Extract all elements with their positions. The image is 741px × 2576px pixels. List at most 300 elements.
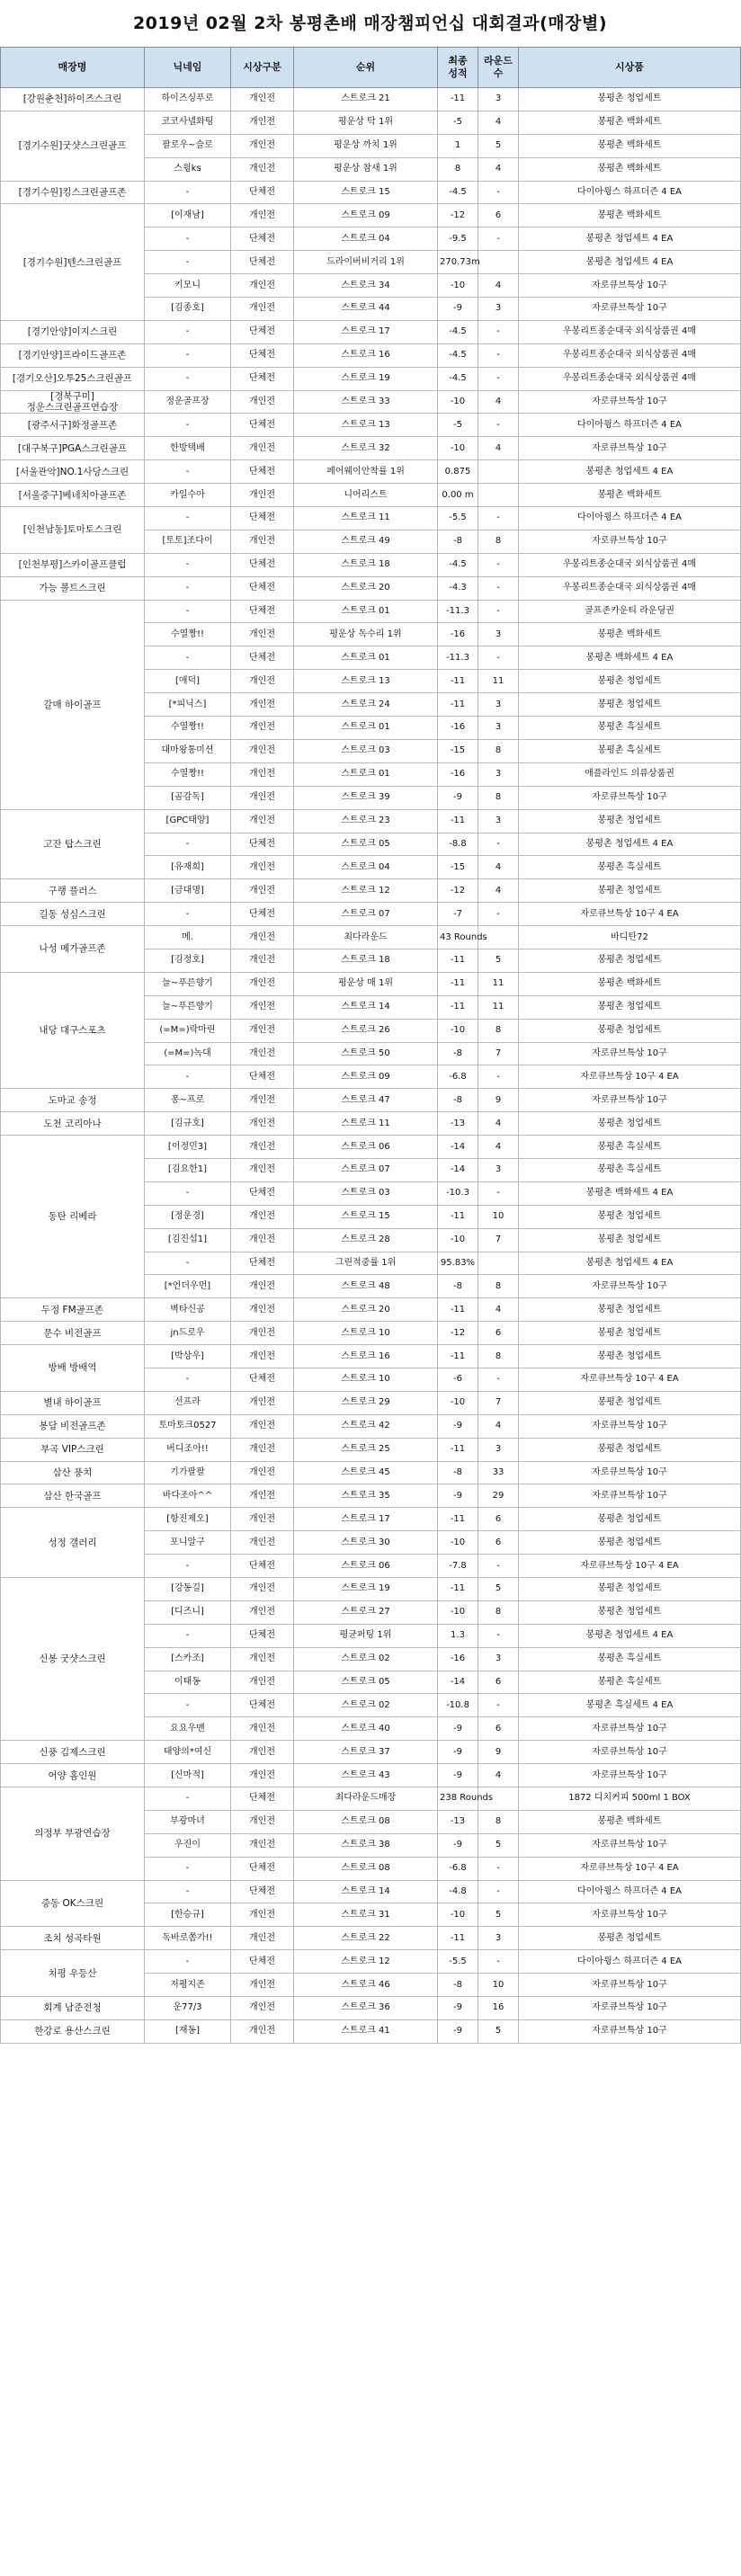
prize-cell: 봉평촌 청업세트 — [519, 1438, 741, 1461]
award-type-cell: 개인전 — [231, 1298, 294, 1322]
award-type-cell: 단체전 — [231, 1181, 294, 1205]
rounds-cell: - — [478, 1555, 519, 1578]
rank-cell: 평운상 까치 1위 — [294, 134, 438, 157]
table-row — [1, 1345, 741, 1368]
nickname-cell: [강동길] — [145, 1578, 231, 1601]
table-row — [1, 460, 741, 484]
rank-cell: 스트로크 22 — [294, 1927, 438, 1950]
rounds-cell: 4 — [478, 390, 519, 414]
store-name-cell: [인천남동]토마토스크린 — [1, 507, 145, 554]
table-row — [1, 1787, 741, 1811]
award-type-cell: 개인전 — [231, 1275, 294, 1298]
rank-cell: 스트로크 04 — [294, 856, 438, 879]
award-type-cell: 개인전 — [231, 1997, 294, 2020]
prize-cell: 1872 디치커피 500ml 1 BOX — [519, 1787, 741, 1811]
award-type-cell: 개인전 — [231, 972, 294, 995]
award-type-cell: 개인전 — [231, 111, 294, 134]
rounds-cell: 3 — [478, 1647, 519, 1671]
final-score-cell: -8.8 — [438, 833, 478, 856]
store-name-cell: [경기수원]킹스크린골프존 — [1, 181, 145, 204]
rounds-cell: 11 — [478, 670, 519, 693]
final-score-cell: -11 — [438, 1927, 478, 1950]
award-type-cell: 단체전 — [231, 1624, 294, 1647]
final-score-cell: -9 — [438, 298, 478, 321]
award-type-cell: 단체전 — [231, 553, 294, 576]
rounds-cell: - — [478, 343, 519, 367]
award-type-cell: 단체전 — [231, 1787, 294, 1811]
rounds-cell: 7 — [478, 1228, 519, 1252]
final-score-cell: -4.5 — [438, 553, 478, 576]
award-type-cell: 개인전 — [231, 1136, 294, 1159]
header-row — [1, 48, 741, 88]
prize-cell: 봉평촌 백화세트 — [519, 1810, 741, 1833]
rank-cell: 스트로크 01 — [294, 762, 438, 786]
rank-cell: 스트로크 32 — [294, 437, 438, 460]
nickname-cell: - — [145, 507, 231, 530]
table-row — [1, 1136, 741, 1159]
final-score-cell: -13 — [438, 1810, 478, 1833]
prize-cell: 봉평촌 청업세트 — [519, 1228, 741, 1252]
nickname-cell: - — [145, 1787, 231, 1811]
prize-cell: 봉평촌 청업세트 — [519, 1391, 741, 1414]
rounds-cell: - — [478, 646, 519, 670]
final-score-cell: -16 — [438, 717, 478, 740]
prize-cell: 봉평촌 청업세트 4 EA — [519, 833, 741, 856]
rank-cell: 스트로크 14 — [294, 1880, 438, 1903]
prize-cell: 우봉리트종순대국 외식상품권 4매 — [519, 367, 741, 390]
prize-cell: 봉평촌 청업세트 — [519, 88, 741, 111]
award-type-cell: 개인전 — [231, 1484, 294, 1508]
table-row — [1, 972, 741, 995]
award-type-cell: 개인전 — [231, 1391, 294, 1414]
final-score-cell: -8 — [438, 1042, 478, 1065]
nickname-cell: - — [145, 1950, 231, 1974]
rounds-cell: - — [478, 367, 519, 390]
nickname-cell: [김정호] — [145, 949, 231, 972]
rank-cell: 평운상 독수리 1위 — [294, 623, 438, 646]
award-type-cell: 개인전 — [231, 1322, 294, 1345]
rounds-cell: - — [478, 903, 519, 926]
nickname-cell: [금대명] — [145, 879, 231, 903]
rank-cell: 스트로크 04 — [294, 227, 438, 251]
award-type-cell: 개인전 — [231, 2019, 294, 2043]
store-name-cell: 문수 비전골프 — [1, 1322, 145, 1345]
final-score-cell: -10 — [438, 1600, 478, 1624]
nickname-cell: 바다조아^^ — [145, 1484, 231, 1508]
nickname-cell: jn드로우 — [145, 1322, 231, 1345]
prize-cell: 봉평촌 청업세트 — [519, 1578, 741, 1601]
rounds-cell: - — [478, 414, 519, 437]
final-score-cell: -9 — [438, 1717, 478, 1741]
final-score-cell: -12 — [438, 204, 478, 227]
rank-cell: 평운상 참새 1위 — [294, 157, 438, 181]
rank-cell: 스트로크 11 — [294, 1112, 438, 1136]
final-score-cell: 270.73m — [438, 251, 478, 274]
table-row — [1, 390, 741, 414]
award-type-cell: 개인전 — [231, 926, 294, 949]
nickname-cell: - — [145, 600, 231, 623]
rank-cell: 스트로크 33 — [294, 390, 438, 414]
store-name-cell: 나성 메가골프존 — [1, 926, 145, 973]
rounds-cell: 9 — [478, 1089, 519, 1112]
rounds-cell: 8 — [478, 1275, 519, 1298]
prize-cell: 봉평촌 백화세트 — [519, 623, 741, 646]
rounds-cell: 3 — [478, 1438, 519, 1461]
rank-cell: 스트로크 34 — [294, 274, 438, 298]
prize-cell: 봉평촌 청업세트 — [519, 1600, 741, 1624]
nickname-cell: 부광마녀 — [145, 1810, 231, 1833]
award-type-cell: 단체전 — [231, 833, 294, 856]
final-score-cell: -9 — [438, 1764, 478, 1787]
rank-cell: 스트로크 37 — [294, 1741, 438, 1764]
rounds-cell: 3 — [478, 298, 519, 321]
final-score-cell: -5 — [438, 111, 478, 134]
rounds-cell: 6 — [478, 1508, 519, 1531]
rounds-cell: 4 — [478, 274, 519, 298]
final-score-cell: -11 — [438, 693, 478, 717]
rounds-cell: 29 — [478, 1484, 519, 1508]
rank-cell: 스트로크 35 — [294, 1484, 438, 1508]
rank-cell: 스트로크 14 — [294, 995, 438, 1019]
prize-cell: 자로큐브특상 10구 4 EA — [519, 1555, 741, 1578]
prize-cell: 우봉리트종순대국 외식상품권 4매 — [519, 553, 741, 576]
final-score-cell: -8 — [438, 1275, 478, 1298]
rounds-cell: 4 — [478, 856, 519, 879]
award-type-cell: 개인전 — [231, 1019, 294, 1042]
rounds-cell: 8 — [478, 1810, 519, 1833]
rank-cell: 스트로크 10 — [294, 1322, 438, 1345]
nickname-cell: 스윙ks — [145, 157, 231, 181]
rounds-cell: 9 — [478, 1741, 519, 1764]
rank-cell: 스트로크 13 — [294, 414, 438, 437]
prize-cell: 자로큐브특상 10구 — [519, 1974, 741, 1997]
award-type-cell: 개인전 — [231, 1810, 294, 1833]
prize-cell: 자로큐브특상 10구 — [519, 2019, 741, 2043]
table-row — [1, 903, 741, 926]
nickname-cell: [박상우] — [145, 1345, 231, 1368]
header-prize: 시상품 — [519, 48, 741, 88]
store-name-cell: [서울중구]베네치아골프존 — [1, 484, 145, 507]
award-type-cell: 개인전 — [231, 88, 294, 111]
nickname-cell: 메. — [145, 926, 231, 949]
rank-cell: 스트로크 49 — [294, 530, 438, 553]
award-type-cell: 개인전 — [231, 390, 294, 414]
rounds-cell: 6 — [478, 1671, 519, 1694]
nickname-cell: [김종호] — [145, 298, 231, 321]
award-type-cell: 단체전 — [231, 320, 294, 343]
prize-cell: 봉평촌 청업세트 4 EA — [519, 1252, 741, 1275]
final-score-cell: -5.5 — [438, 1950, 478, 1974]
nickname-cell: - — [145, 1065, 231, 1089]
final-score-cell: -13 — [438, 1112, 478, 1136]
prize-cell: 봉평촌 청업세트 — [519, 1345, 741, 1368]
award-type-cell: 개인전 — [231, 1647, 294, 1671]
store-name-cell: [서울관악]NO.1사당스크린 — [1, 460, 145, 484]
final-score-cell: -9 — [438, 1484, 478, 1508]
final-score-cell: -10 — [438, 390, 478, 414]
rounds-cell: - — [478, 1880, 519, 1903]
rounds-cell: 11 — [478, 972, 519, 995]
rounds-cell: 16 — [478, 1997, 519, 2020]
nickname-cell: [김진섭1] — [145, 1228, 231, 1252]
rounds-cell: - — [478, 1950, 519, 1974]
store-name-cell: [광주서구]화정골프존 — [1, 414, 145, 437]
prize-cell: 봉평촌 흑실세트 — [519, 856, 741, 879]
nickname-cell: [곰감독] — [145, 786, 231, 809]
rounds-cell: - — [478, 320, 519, 343]
rank-cell: 스트로크 42 — [294, 1414, 438, 1438]
header-final-score: 최종 성적 — [438, 48, 478, 88]
award-type-cell: 개인전 — [231, 1741, 294, 1764]
award-type-cell: 개인전 — [231, 1042, 294, 1065]
rank-cell: 스트로크 07 — [294, 1158, 438, 1181]
nickname-cell: 수열짱!! — [145, 717, 231, 740]
rounds-cell: 4 — [478, 1764, 519, 1787]
rank-cell: 평균퍼팅 1위 — [294, 1624, 438, 1647]
final-score-cell: -8 — [438, 1461, 478, 1484]
rank-cell: 스트로크 02 — [294, 1694, 438, 1717]
nickname-cell: - — [145, 1252, 231, 1275]
prize-cell: 봉평촌 흑실세트 4 EA — [519, 1694, 741, 1717]
nickname-cell: - — [145, 251, 231, 274]
nickname-cell: [애덕] — [145, 670, 231, 693]
final-score-cell: -7 — [438, 903, 478, 926]
award-type-cell: 개인전 — [231, 856, 294, 879]
final-score-cell: -11 — [438, 1508, 478, 1531]
rounds-cell: 4 — [478, 157, 519, 181]
rounds-cell: 8 — [478, 1019, 519, 1042]
rank-cell: 스트로크 47 — [294, 1089, 438, 1112]
final-score-cell: -11 — [438, 1205, 478, 1228]
rank-cell: 스트로크 41 — [294, 2019, 438, 2043]
final-score-cell: -8 — [438, 530, 478, 553]
rank-cell: 스트로크 48 — [294, 1275, 438, 1298]
table-row — [1, 576, 741, 600]
store-name-cell: [경기오산]오투25스크린골프 — [1, 367, 145, 390]
prize-cell: 봉평촌 백화세트 — [519, 111, 741, 134]
nickname-cell: 늘~푸른향기 — [145, 972, 231, 995]
award-type-cell: 개인전 — [231, 762, 294, 786]
final-score-cell: -9 — [438, 1414, 478, 1438]
store-name-cell: 고잔 탑스크린 — [1, 809, 145, 879]
table-row — [1, 1089, 741, 1112]
award-type-cell: 개인전 — [231, 1531, 294, 1555]
rank-cell: 스트로크 11 — [294, 507, 438, 530]
rounds-cell: 7 — [478, 1391, 519, 1414]
table-row — [1, 1578, 741, 1601]
rank-cell: 스트로크 17 — [294, 320, 438, 343]
final-score-cell: 1.3 — [438, 1624, 478, 1647]
nickname-cell: [디즈니] — [145, 1600, 231, 1624]
rounds-cell: 4 — [478, 1112, 519, 1136]
nickname-cell: 이태동 — [145, 1671, 231, 1694]
prize-cell: 자로큐브특상 10구 — [519, 437, 741, 460]
rank-cell: 스트로크 16 — [294, 343, 438, 367]
prize-cell: 자로큐브특상 10구 — [519, 1741, 741, 1764]
nickname-cell: - — [145, 833, 231, 856]
store-name-cell: 성정 갤러리 — [1, 1508, 145, 1578]
final-score-cell: 8 — [438, 157, 478, 181]
final-score-cell: -6 — [438, 1368, 478, 1391]
rounds-cell: - — [478, 833, 519, 856]
rounds-cell: 11 — [478, 995, 519, 1019]
rounds-cell: - — [478, 1065, 519, 1089]
rounds-cell: 4 — [478, 879, 519, 903]
award-type-cell: 개인전 — [231, 1438, 294, 1461]
prize-cell: 자로큐브특상 10구 4 EA — [519, 1065, 741, 1089]
header-nickname: 닉네임 — [145, 48, 231, 88]
nickname-cell: [김요한1] — [145, 1158, 231, 1181]
prize-cell: 봉평촌 청업세트 4 EA — [519, 1624, 741, 1647]
prize-cell: 자로큐브특상 10구 — [519, 786, 741, 809]
final-score-cell: -10 — [438, 1531, 478, 1555]
award-type-cell: 개인전 — [231, 786, 294, 809]
rank-cell: 스트로크 27 — [294, 1600, 438, 1624]
prize-cell: 봉평촌 청업세트 — [519, 1508, 741, 1531]
store-name-cell: 회계 남준전청 — [1, 1997, 145, 2020]
rounds-cell: - — [478, 553, 519, 576]
nickname-cell: - — [145, 1880, 231, 1903]
award-type-cell: 개인전 — [231, 1205, 294, 1228]
rounds-cell: 7 — [478, 1042, 519, 1065]
final-score-cell: -4.5 — [438, 320, 478, 343]
prize-cell: 봉평촌 청업세트 4 EA — [519, 251, 741, 274]
award-type-cell: 개인전 — [231, 1717, 294, 1741]
award-type-cell: 개인전 — [231, 670, 294, 693]
award-type-cell: 단체전 — [231, 1694, 294, 1717]
rank-cell: 스트로크 08 — [294, 1810, 438, 1833]
rounds-cell: - — [478, 1694, 519, 1717]
final-score-cell: -9.5 — [438, 227, 478, 251]
final-score-cell: -6.8 — [438, 1857, 478, 1880]
final-score-cell: -11 — [438, 88, 478, 111]
rounds-cell — [478, 251, 519, 274]
nickname-cell: 운77/3 — [145, 1997, 231, 2020]
table-row — [1, 1322, 741, 1345]
prize-cell: 봉평촌 백화세트 — [519, 204, 741, 227]
nickname-cell: - — [145, 414, 231, 437]
final-score-cell: -14 — [438, 1158, 478, 1181]
nickname-cell: (=M=)녹대 — [145, 1042, 231, 1065]
store-name-cell: 가능 볼트스크린 — [1, 576, 145, 600]
award-type-cell: 개인전 — [231, 879, 294, 903]
prize-cell: 자로큐브특상 10구 — [519, 1089, 741, 1112]
prize-cell: 다이아윙스 하프더즌 4 EA — [519, 181, 741, 204]
prize-cell: 자로큐브특상 10구 — [519, 1903, 741, 1927]
award-type-cell: 개인전 — [231, 298, 294, 321]
final-score-cell: -11 — [438, 972, 478, 995]
final-score-cell: -11 — [438, 1298, 478, 1322]
final-score-cell: -12 — [438, 879, 478, 903]
prize-cell: 다이아윙스 하프더즌 4 EA — [519, 1880, 741, 1903]
prize-cell: 자로큐브특상 10구 — [519, 298, 741, 321]
nickname-cell: 저평지존 — [145, 1974, 231, 1997]
final-score-cell: -8 — [438, 1089, 478, 1112]
award-type-cell: 개인전 — [231, 1345, 294, 1368]
award-type-cell: 개인전 — [231, 1089, 294, 1112]
table-row — [1, 320, 741, 343]
rounds-cell: - — [478, 227, 519, 251]
final-score-cell: -16 — [438, 623, 478, 646]
rank-cell: 스트로크 06 — [294, 1136, 438, 1159]
prize-cell: 바디탄72 — [519, 926, 741, 949]
rank-cell: 스트로크 25 — [294, 1438, 438, 1461]
rounds-cell: 6 — [478, 1322, 519, 1345]
rank-cell: 스트로크 16 — [294, 1345, 438, 1368]
rank-cell: 스트로크 05 — [294, 1671, 438, 1694]
award-type-cell: 개인전 — [231, 157, 294, 181]
award-type-cell: 개인전 — [231, 1927, 294, 1950]
award-type-cell: 단체전 — [231, 576, 294, 600]
award-type-cell: 개인전 — [231, 623, 294, 646]
award-type-cell: 개인전 — [231, 1158, 294, 1181]
award-type-cell: 단체전 — [231, 367, 294, 390]
rank-cell: 스트로크 09 — [294, 204, 438, 227]
award-type-cell: 개인전 — [231, 1578, 294, 1601]
store-name-cell: [경기수원]텐스크린골프 — [1, 204, 145, 320]
prize-cell: 자로큐브특상 10구 — [519, 1275, 741, 1298]
table-row — [1, 2019, 741, 2043]
rank-cell: 스트로크 40 — [294, 1717, 438, 1741]
rank-cell: 스트로크 19 — [294, 367, 438, 390]
final-score-cell: -4.3 — [438, 576, 478, 600]
nickname-cell: [GPC태양] — [145, 809, 231, 833]
rank-cell: 니어리스트 — [294, 484, 438, 507]
final-score-cell: -9 — [438, 1833, 478, 1857]
prize-cell: 봉평촌 청업세트 4 EA — [519, 460, 741, 484]
store-name-cell: 봉담 비전골프존 — [1, 1414, 145, 1438]
rounds-cell: 5 — [478, 1903, 519, 1927]
rank-cell: 스트로크 30 — [294, 1531, 438, 1555]
rank-cell: 스트로크 38 — [294, 1833, 438, 1857]
table-row — [1, 204, 741, 227]
award-type-cell: 개인전 — [231, 693, 294, 717]
rank-cell: 스트로크 46 — [294, 1974, 438, 1997]
nickname-cell: 요요우맨 — [145, 1717, 231, 1741]
award-type-cell: 단체전 — [231, 1857, 294, 1880]
prize-cell: 봉평촌 백화세트 — [519, 134, 741, 157]
rank-cell: 스트로크 50 — [294, 1042, 438, 1065]
store-name-cell: [경북구미] 정운스크린골프연습장 — [1, 390, 145, 414]
final-score-cell: -11 — [438, 670, 478, 693]
rounds-cell: 4 — [478, 1414, 519, 1438]
rank-cell: 스트로크 28 — [294, 1228, 438, 1252]
results-table — [0, 47, 741, 2044]
award-type-cell: 개인전 — [231, 995, 294, 1019]
nickname-cell: 수열짱!! — [145, 623, 231, 646]
prize-cell: 봉평촌 청업세트 — [519, 879, 741, 903]
store-name-cell: 별내 하이골프 — [1, 1391, 145, 1414]
nickname-cell: - — [145, 1181, 231, 1205]
rounds-cell: 33 — [478, 1461, 519, 1484]
rounds-cell: 3 — [478, 88, 519, 111]
final-score-cell: -9 — [438, 1741, 478, 1764]
rounds-cell: - — [478, 576, 519, 600]
award-type-cell: 개인전 — [231, 1974, 294, 1997]
prize-cell: 봉평촌 백화세트 — [519, 157, 741, 181]
final-score-cell: -4.5 — [438, 343, 478, 367]
table-row — [1, 1484, 741, 1508]
nickname-cell: 팔로우~슬로 — [145, 134, 231, 157]
award-type-cell: 개인전 — [231, 739, 294, 762]
final-score-cell: -15 — [438, 856, 478, 879]
rank-cell: 스트로크 01 — [294, 600, 438, 623]
rank-cell: 스트로크 17 — [294, 1508, 438, 1531]
rank-cell: 스트로크 15 — [294, 181, 438, 204]
award-type-cell: 개인전 — [231, 1461, 294, 1484]
rank-cell: 스트로크 12 — [294, 1950, 438, 1974]
nickname-cell: 벽타신공 — [145, 1298, 231, 1322]
